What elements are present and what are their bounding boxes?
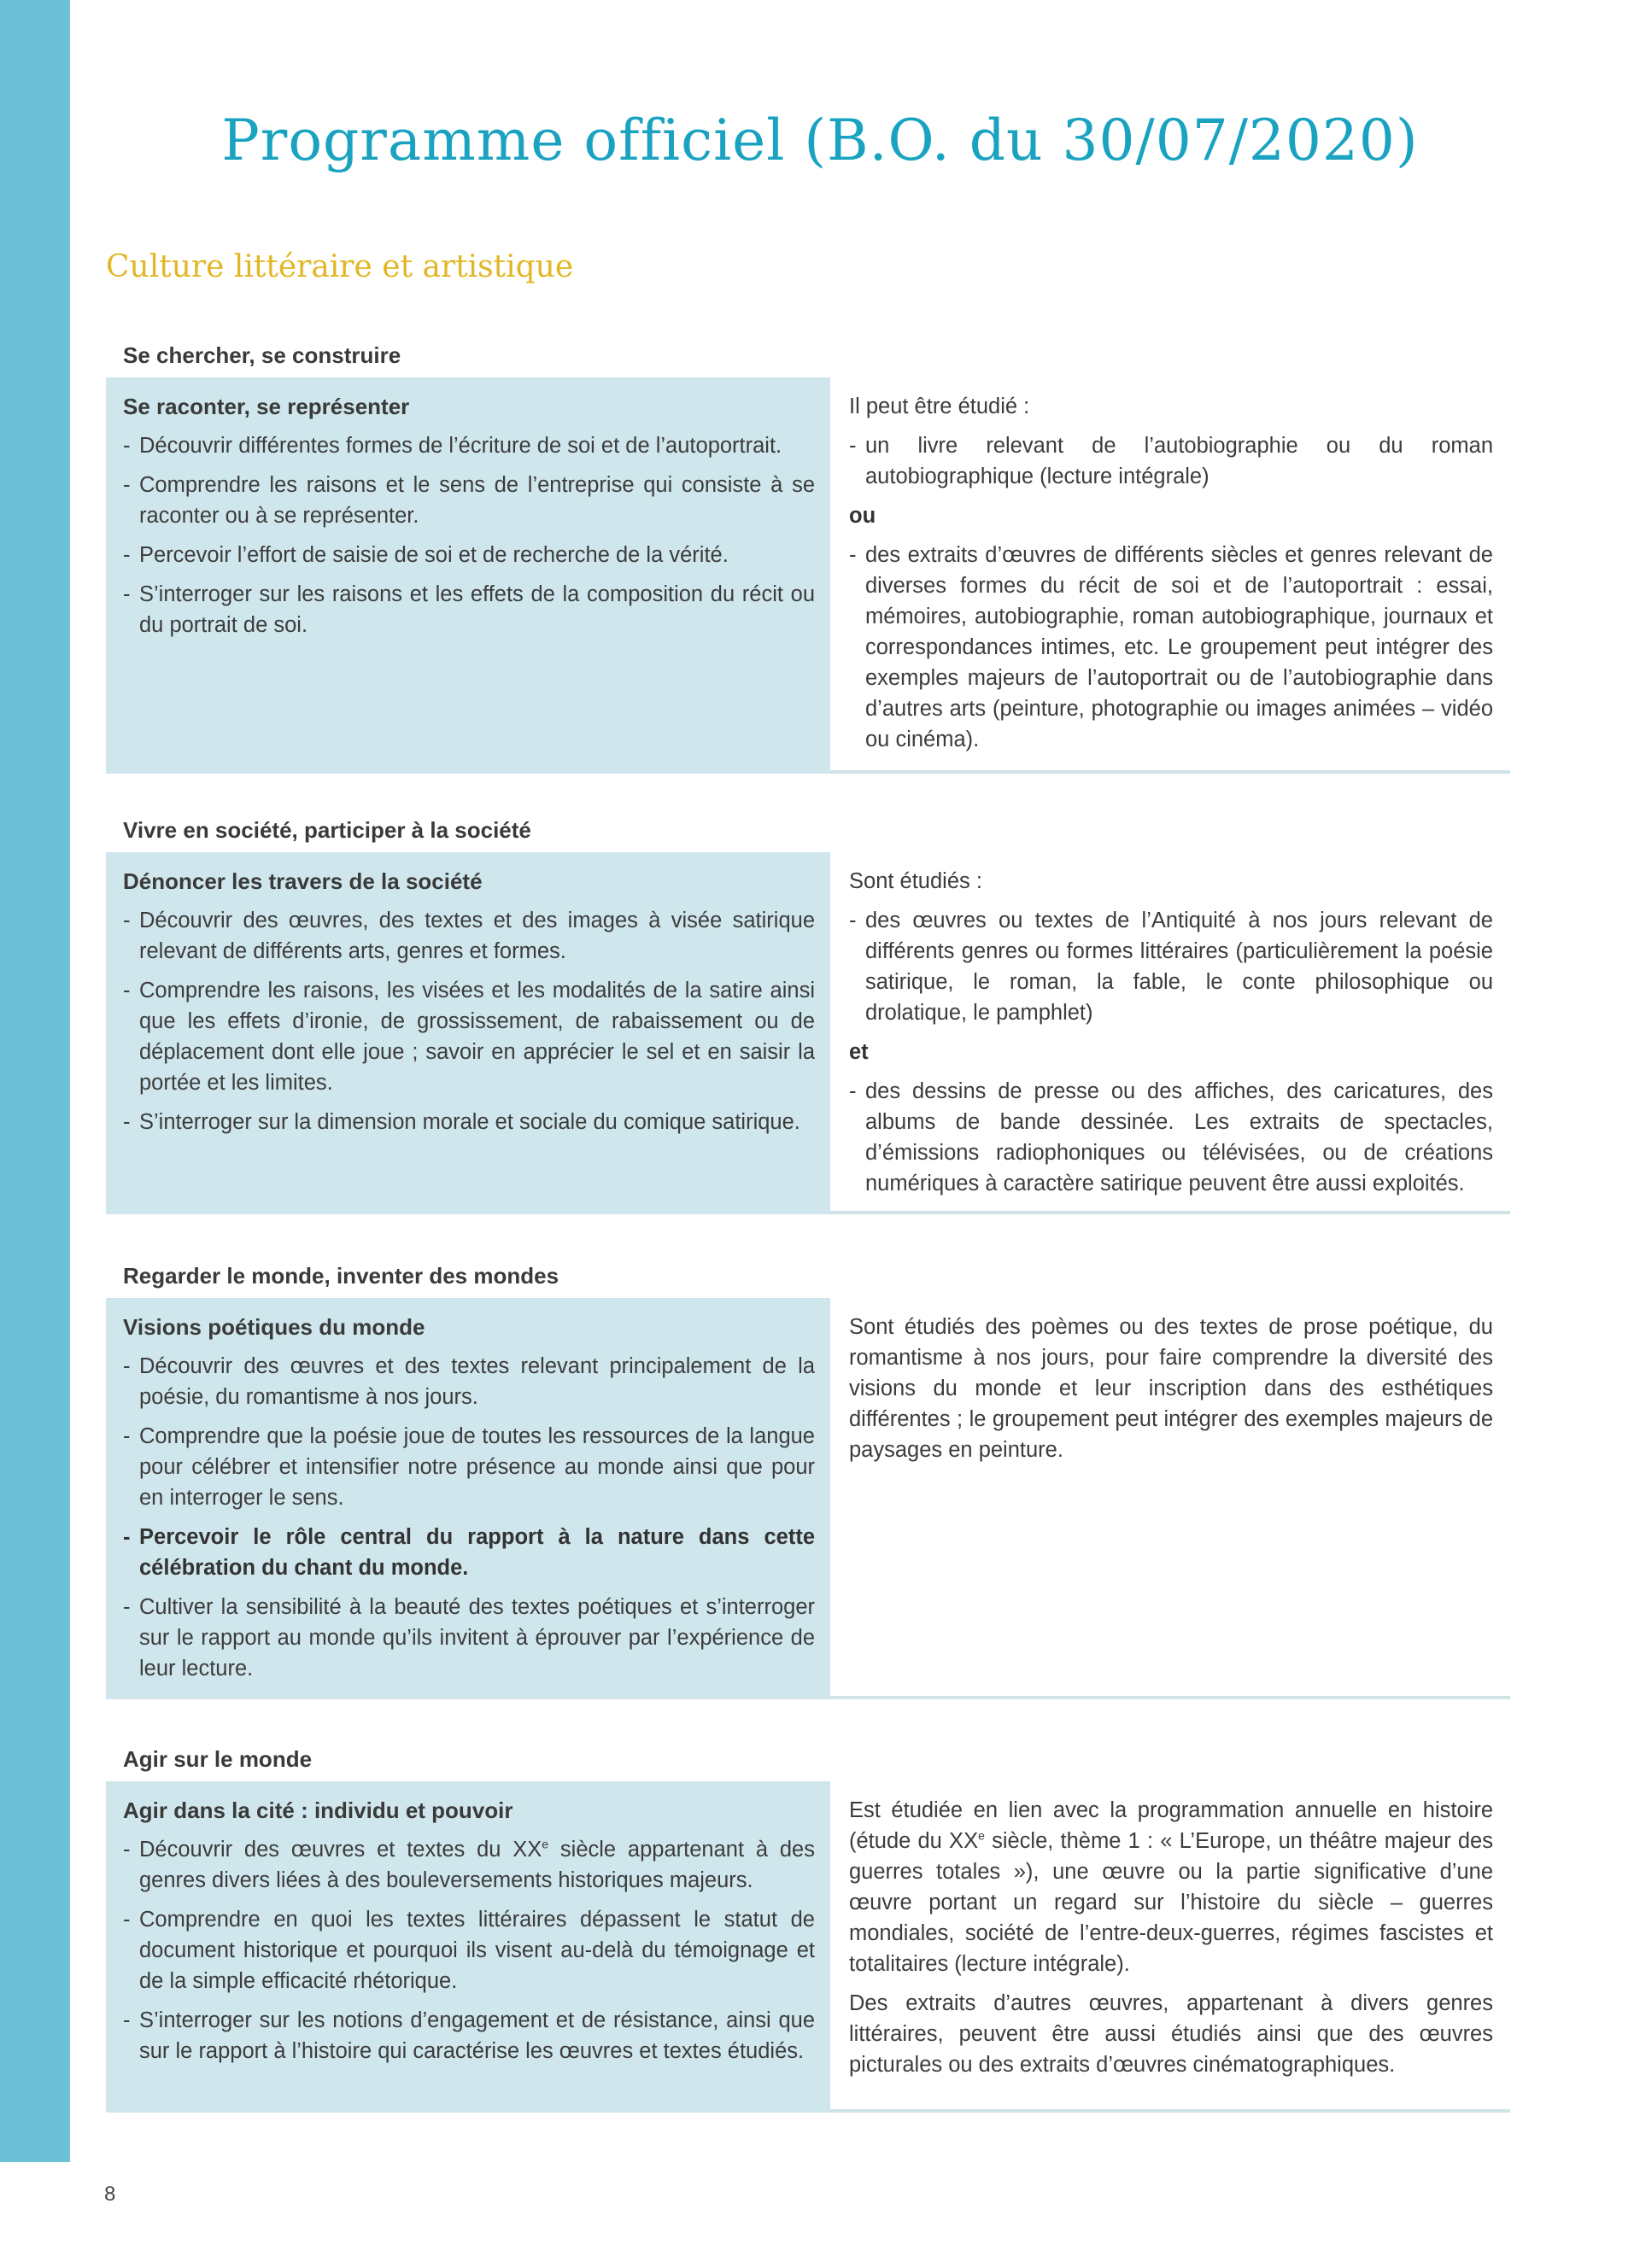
corpus-item: - des extraits d’œuvres de différents siècles et genres relevant de diverses formes du récit de soi et de l’autoportrait : essai, mémoires, autobiographie, roman autobiographique, journaux et correspondances intimes, etc. Le groupement peut intégrer des exemples majeurs de l’autoportrait ou de l’autobiographie dans d’autres arts (peinture, photographie ou images animées – vidéo ou cinéma). <box>849 540 1493 755</box>
century-superscript: e <box>542 1837 549 1851</box>
theme-row <box>106 1298 1510 1699</box>
objectives-list <box>123 1834 815 2066</box>
corpus-paragraph <box>849 1795 1493 1979</box>
objective-item: - Comprendre les raisons et le sens de l’entreprise qui consiste à se raconter ou à se représenter. <box>123 470 815 531</box>
objective-item: - S’interroger sur la dimension morale et sociale du comique satirique. <box>123 1107 815 1137</box>
objectives-title: Visions poétiques du monde <box>123 1314 425 1340</box>
objective-item: - S’interroger sur les raisons et les effets de la composition du récit ou du portrait de soi. <box>123 579 815 640</box>
objectives-cell <box>106 1781 830 2113</box>
corpus-intro: Il peut être étudié : <box>849 395 1030 418</box>
theme-title: Regarder le monde, inventer des mondes <box>123 1263 559 1289</box>
corpus-item: - des œuvres ou textes de l’Antiquité à nos jours relevant de différents genres ou formes littéraires (particulièrement la poésie satirique, le roman, la fable, le conte philosophique ou drolatique, le pamphlet) <box>849 905 1493 1028</box>
page-number: 8 <box>104 2183 116 2206</box>
theme-title: Se chercher, se construire <box>123 342 401 368</box>
objective-item: - Découvrir des œuvres, des textes et des images à visée satirique relevant de différents arts, genres et formes. <box>123 905 815 967</box>
corpus-list <box>849 1076 1493 1199</box>
corpus-item: - des dessins de presse ou des affiches, des caricatures, des albums de bande dessinée. Les extraits de spectacles, d’émissions radiophoniques ou télévisées, ou de créations numériques à caractère satirique peuvent être aussi exploités. <box>849 1076 1493 1199</box>
theme-block-agir-sur-le-monde <box>106 1742 1510 2113</box>
objective-text: Découvrir des œuvres et textes du XX <box>139 1838 542 1862</box>
section-heading: Culture littéraire et artistique <box>106 249 574 284</box>
objective-item: - Découvrir des œuvres et des textes relevant principalement de la poésie, du romantisme à nos jours. <box>123 1351 815 1412</box>
corpus-item: - un livre relevant de l’autobiographie ou du roman autobiographique (lecture intégrale) <box>849 430 1493 492</box>
corpus-paragraph: Des extraits d’autres œuvres, appartenant à divers genres littéraires, peuvent être aussi étudiés ainsi que des œuvres picturales ou des extraits d’œuvres cinématographiques. <box>849 1991 1493 2077</box>
theme-row <box>106 852 1510 1214</box>
objective-item: - Comprendre que la poésie joue de toutes les ressources de la langue pour célébrer et intensifier notre présence au monde ainsi que pour en interroger le sens. <box>123 1421 815 1513</box>
objectives-title: Agir dans la cité : individu et pouvoir <box>123 1797 513 1823</box>
corpus-cell <box>830 377 1510 774</box>
corpus-cell <box>830 1781 1510 2113</box>
theme-block-regarder-le-monde <box>106 1259 1510 1699</box>
objective-item: - Comprendre les raisons, les visées et les modalités de la satire ainsi que les effets d’ironie, de grossissement, de rabaissement ou de déplacement dont elle joue ; savoir en apprécier le sel et en saisir la portée et les limites. <box>123 975 815 1098</box>
corpus-cell <box>830 852 1510 1214</box>
corpus-list <box>849 905 1493 1028</box>
objectives-list <box>123 905 815 1137</box>
objectives-title: Dénoncer les travers de la société <box>123 868 483 894</box>
century-superscript: e <box>978 1828 985 1843</box>
objective-item: - S’interroger sur les notions d’engagement et de résistance, ainsi que sur le rapport à l’histoire qui caractérise les œuvres et textes étudiés. <box>123 2005 815 2066</box>
corpus-list <box>849 430 1493 492</box>
objective-item: - Cultiver la sensibilité à la beauté des textes poétiques et s’interroger sur le rapport au monde qu’ils invitent à éprouver par l’expérience de leur lecture. <box>123 1592 815 1684</box>
theme-block-se-chercher <box>106 338 1510 774</box>
theme-row <box>106 377 1510 774</box>
corpus-text: Est étudiée en lien avec la programmation annuelle en histoire (étude du XX <box>849 1798 1493 1853</box>
corpus-cell <box>830 1298 1510 1699</box>
objective-item: - Comprendre en quoi les textes littéraires dépassent le statut de document historique et pourquoi ils visent au-delà du témoignage et de la simple efficacité rhétorique. <box>123 1904 815 1996</box>
theme-row <box>106 1781 1510 2113</box>
objectives-cell <box>106 852 830 1214</box>
page-title: Programme officiel (B.O. du 30/07/2020) <box>221 108 1419 173</box>
objectives-list <box>123 430 815 640</box>
objectives-list <box>123 1351 815 1684</box>
objective-item <box>123 1834 815 1896</box>
corpus-list <box>849 540 1493 755</box>
corpus-connector: ou <box>849 504 876 528</box>
corpus-connector: et <box>849 1040 869 1064</box>
objective-item: - Percevoir l’effort de saisie de soi et de recherche de la vérité. <box>123 540 815 570</box>
objective-item: - Découvrir différentes formes de l’écriture de soi et de l’autoportrait. <box>123 430 815 461</box>
theme-block-vivre-en-societe <box>106 813 1510 1214</box>
objectives-cell <box>106 377 830 774</box>
corpus-paragraph: Sont étudiés des poèmes ou des textes de prose poétique, du romantisme à nos jours, pour faire comprendre la diversité des visions du monde et leur inscription dans des esthétiques différentes ; le groupement peut intégrer des exemples majeurs de paysages en peinture. <box>849 1315 1493 1462</box>
objective-item-emphasized: - Percevoir le rôle central du rapport à la nature dans cette célébration du chant du monde. <box>123 1522 815 1583</box>
objectives-cell <box>106 1298 830 1699</box>
objectives-title: Se raconter, se représenter <box>123 394 410 419</box>
corpus-text: siècle, thème 1 : « L’Europe, un théâtre majeur des guerres totales »), une œuvre ou la partie significative d’une œuvre portant un regard sur l’histoire du siècle – guerres mondiales, société de l’entre-deux-guerres, régimes fascistes et totalitaires (lecture intégrale). <box>849 1829 1493 1976</box>
theme-title: Agir sur le monde <box>123 1746 313 1772</box>
side-color-band <box>0 0 70 2162</box>
theme-title: Vivre en société, participer à la société <box>123 817 531 843</box>
corpus-intro: Sont étudiés : <box>849 869 982 893</box>
objective-text: siècle appartenant à des genres divers liées à des bouleversements historiques majeurs. <box>139 1838 815 1892</box>
